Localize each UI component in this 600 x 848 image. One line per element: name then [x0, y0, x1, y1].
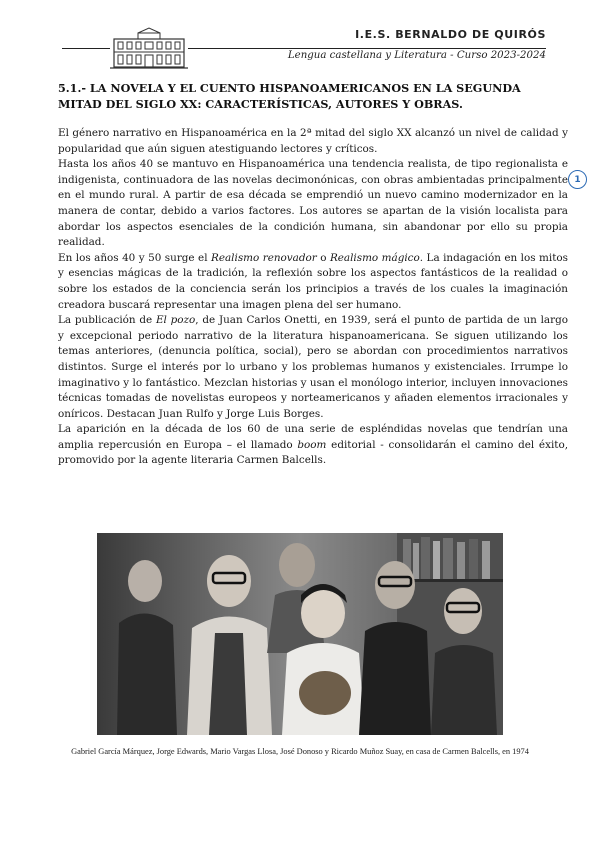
p3-text-a: En los años 40 y 50 surge el [58, 251, 211, 264]
p3-term-realismo-magico: Realismo mágico [329, 251, 420, 264]
paragraph-5 [58, 422, 568, 469]
p3-term-realismo-renovador: Realismo renovador [211, 251, 317, 264]
p4-text-b: , de Juan Carlos Onetti, en 1939, será el punto de partida de un largo y excepcional periodo narrativo de la literatura hispanoamericana. Se siguen utilizando los temas anteriores, (denuncia política, social), pero se abordan con procedimientos narrativos distintos. Surge el interés por lo urbano y los problemas humanos y existenciales. Irrumpe lo imaginativo y lo fantástico. Mezclan historias y usan el monólogo interior, incluyen innovaciones técnicas tomadas de novelistas europeos y norteamericanos y añaden elementos irracionales y oníricos. Destacan Juan Rulfo y Jorge Luis Borges. [58, 314, 569, 420]
body-text [58, 126, 568, 469]
page-marker-badge: 1 [568, 170, 587, 189]
writers-photo-illustration [97, 533, 503, 735]
p5-term-boom: boom [297, 438, 327, 451]
p4-text-a: La publicación de [58, 314, 156, 327]
header-rule-right [188, 48, 546, 49]
school-name: I.E.S. BERNALDO DE QUIRÓS [355, 28, 546, 41]
photo-caption: Gabriel García Márquez, Jorge Edwards, Mario Vargas Llosa, José Donoso y Ricardo Muñoz Suay, en casa de Carmen Balcells, en 1974 [71, 747, 529, 756]
paragraph-1: El género narrativo en Hispanoamérica en la 2ª mitad del siglo XX alcanzó un nivel de calidad y popularidad que aún siguen atestiguando lectores y críticos. [58, 127, 568, 155]
writers-photo [97, 533, 503, 735]
section-title: 5.1.- LA NOVELA Y EL CUENTO HISPANOAMERICANOS EN LA SEGUNDA MITAD DEL SIGLO XX: CARACTERÍSTICAS, AUTORES Y OBRAS. [58, 81, 521, 111]
school-building-logo [110, 27, 188, 71]
paragraph-4 [58, 313, 568, 422]
p5-text-b: editorial - consolidarán el camino del éxito, promovido por la agente literaria Carmen Balcells. [58, 438, 568, 467]
page-header [0, 0, 600, 70]
paragraph-3 [58, 251, 568, 313]
header-rule-left [62, 48, 110, 49]
p5-text-a: La aparición en la década de los 60 de una serie de espléndidas novelas que tendrían una amplia repercusión en Europa – el llamado [58, 423, 568, 451]
p3-text-b: o [316, 251, 330, 264]
p4-title-el-pozo: El pozo [155, 314, 196, 327]
paragraph-2: Hasta los años 40 se mantuvo en Hispanoamérica una tendencia realista, de tipo regionalista e indigenista, continuadora de las novelas decimonónicas, con obras ambientadas principalmente en el mundo rural. A partir de esa década se emprendió un nuevo camino modernizador en la manera de contar, debido a varios factores. Los autores se apartan de la visión localista para abordar los aspectos esenciales de la condición humana, sin abandonar por ello su propia realidad. [58, 158, 568, 249]
p3-text-c: . La indagación en los mitos y esencias mágicas de la tradición, la reflexión sobre los aspectos fantásticos de la realidad o sobre los estados de la conciencia serán los principios a través de los cuales la imaginación creadora buscará representar una imagen plena del ser humano. [58, 251, 568, 311]
course-subject: Lengua castellana y Literatura - Curso 2023-2024 [287, 50, 546, 61]
